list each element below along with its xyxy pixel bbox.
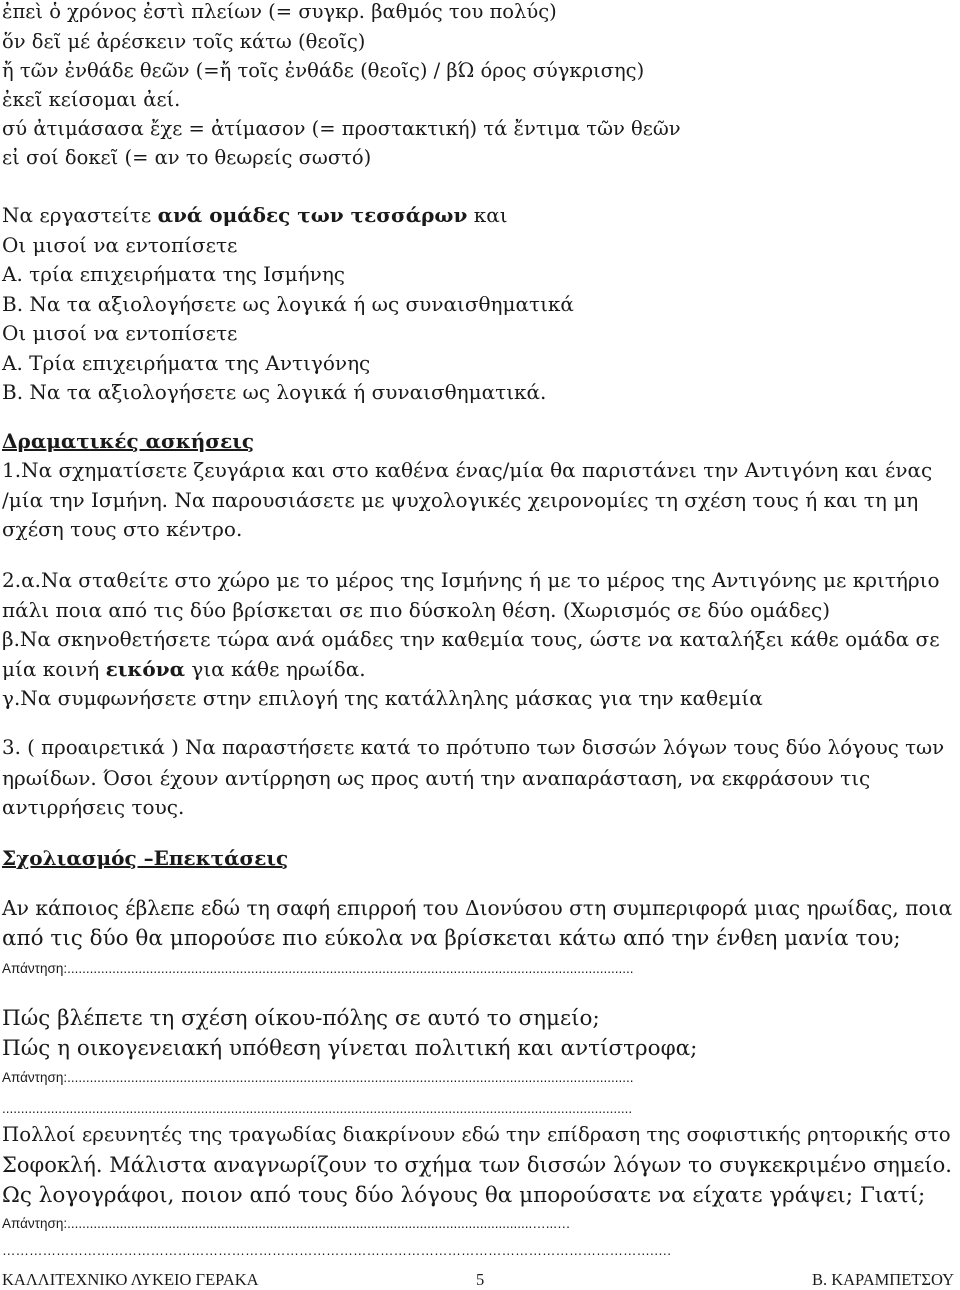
answer-2-field[interactable]: ........................................................................................................................................................................ xyxy=(2,1101,633,1116)
exercise-2b-bold: εικόνα xyxy=(105,657,186,681)
question-3-line: Πολλοί ερευνητές της τραγωδίας διακρίνουν εδώ την επίδραση της σοφιστικής ρητορικής στο xyxy=(2,1123,951,1146)
footer-author: Β. ΚΑΡΑΜΠΕΤΣΟΥ xyxy=(811,1270,954,1289)
exercise-2c-line: γ.Να συμφωνήσετε στην επιλογή της κατάλληλης μάσκας για την καθεμία xyxy=(2,686,763,710)
intro-line: εἰ σοί δοκεῖ (= αν το θεωρείς σωστό) xyxy=(2,146,372,169)
answer-3-field[interactable]: Απάντηση:............................................................................................................................…...… xyxy=(2,1216,571,1231)
question-1-line: από τις δύο θα μπορούσε πιο εύκολα να βρίσκεται κάτω από την ένθεη μανία του; xyxy=(2,926,901,951)
exercise-1-line: 1.Να σχηματίσετε ζευγάρια και στο καθένα ένας/μία θα παριστάνει την Αντιγόνη και ένας xyxy=(2,458,933,482)
exercise-2a-line: πάλι ποια από τις δύο βρίσκεται σε πιο δύσκολη θέση. (Χωρισμός σε δύο ομάδες) xyxy=(2,598,831,622)
exercise-2a-line: 2.α.Να σταθείτε στο χώρο με το μέρος της Ισμήνης ή με το μέρος της Αντιγόνης με κριτήριο xyxy=(2,568,940,592)
group-item: Α. Τρία επιχειρήματα της Αντιγόνης xyxy=(2,351,371,375)
intro-line: ἐπεὶ ὁ χρόνος ἐστὶ πλείων (= συγκρ. βαθμός του πολύς) xyxy=(2,0,557,23)
question-2-line: Πώς η οικογενειακή υπόθεση γίνεται πολιτική και αντίστροφα; xyxy=(2,1036,698,1061)
group-item: Οι μισοί να εντοπίσετε xyxy=(2,321,238,345)
group-item: Α. τρία επιχειρήματα της Ισμήνης xyxy=(2,262,346,286)
group-item: Οι μισοί να εντοπίσετε xyxy=(2,233,238,257)
exercise-1-line: /μία την Ισμήνη. Να παρουσιάσετε με ψυχολογικές χειρονομίες τη σχέση τους ή και τη μη xyxy=(2,488,919,512)
answer-2-field[interactable]: Απάντηση:....................................................................................................................................................... xyxy=(2,1070,634,1085)
group-instruction: Να εργαστείτε ανά ομάδες των τεσσάρων και xyxy=(2,203,508,227)
question-3-line: Ως λογογράφοι, ποιον από τους δύο λόγους θα μπορούσατε να είχατε γράψει; Γιατί; xyxy=(2,1183,926,1208)
exercise-3-line: ηρωίδων. Όσοι έχουν αντίρρηση ως προς αυτή την αναπαράσταση, να εκφράσουν τις xyxy=(2,766,871,790)
answer-1-field[interactable]: Απάντηση:....................................................................................................................................................... xyxy=(2,961,634,976)
intro-line: ἤ τῶν ἐνθάδε θεῶν (=ἤ τοῖς ἐνθάδε (θεοῖς) / βΏ όρος σύγκρισης) xyxy=(2,59,645,82)
intro-line: ἐκεῖ κείσομαι ἀεί. xyxy=(2,88,181,111)
question-1-line: Αν κάποιος έβλεπε εδώ τη σαφή επιρροή του Διονύσου στη συμπεριφορά μιας ηρωίδας, ποια xyxy=(2,896,953,920)
page-footer xyxy=(2,1270,958,1288)
exercise-3-line: 3. ( προαιρετικά ) Να παραστήσετε κατά το πρότυπο των δισσών λόγων τους δύο λόγους των xyxy=(2,736,945,759)
dramatic-heading: Δραματικές ασκήσεις xyxy=(2,429,255,453)
footer-school: ΚΑΛΛΙΤΕΧΝΙΚΟ ΛΥΚΕΙΟ ΓΕΡΑΚΑ xyxy=(2,1270,259,1289)
exercise-1-line: σχέση τους στο κέντρο. xyxy=(2,517,243,541)
commentary-heading: Σχολιασμός –Επεκτάσεις xyxy=(2,846,289,870)
intro-line: ὅν δεῖ μέ ἀρέσκειν τοῖς κάτω (θεοῖς) xyxy=(2,30,366,53)
question-3-line: Σοφοκλή. Μάλιστα αναγνωρίζουν το σχήμα των δισσών λόγων το συγκεκριμένο σημείο. xyxy=(2,1153,952,1177)
intro-line: σύ ἀτιμάσασα ἔχε = ἀτίμασον (= προστακτική) τά ἔντιμα τῶν θεῶν xyxy=(2,117,681,140)
group-instruction-bold: ανά ομάδες των τεσσάρων xyxy=(157,203,468,227)
footer-page-number: 5 xyxy=(476,1270,485,1289)
exercise-2b-line: β.Να σκηνοθετήσετε τώρα ανά ομάδες την καθεμία τους, ώστε να καταλήξει κάθε ομάδα σε xyxy=(2,627,940,651)
exercise-3-line: αντιρρήσεις τους. xyxy=(2,795,185,819)
group-item: Β. Να τα αξιολογήσετε ως λογικά ή συναισθηματικά. xyxy=(2,380,547,404)
answer-3-field[interactable]: ……………………………………………………………………………………………………………………………….…. xyxy=(2,1243,672,1258)
exercise-2b-line: μία κοινή εικόνα για κάθε ηρωίδα. xyxy=(2,657,366,681)
question-2-line: Πώς βλέπετε τη σχέση οίκου-πόλης σε αυτό το σημείο; xyxy=(2,1006,600,1031)
group-item: Β. Να τα αξιολογήσετε ως λογικά ή ως συναισθηματικά xyxy=(2,292,574,316)
